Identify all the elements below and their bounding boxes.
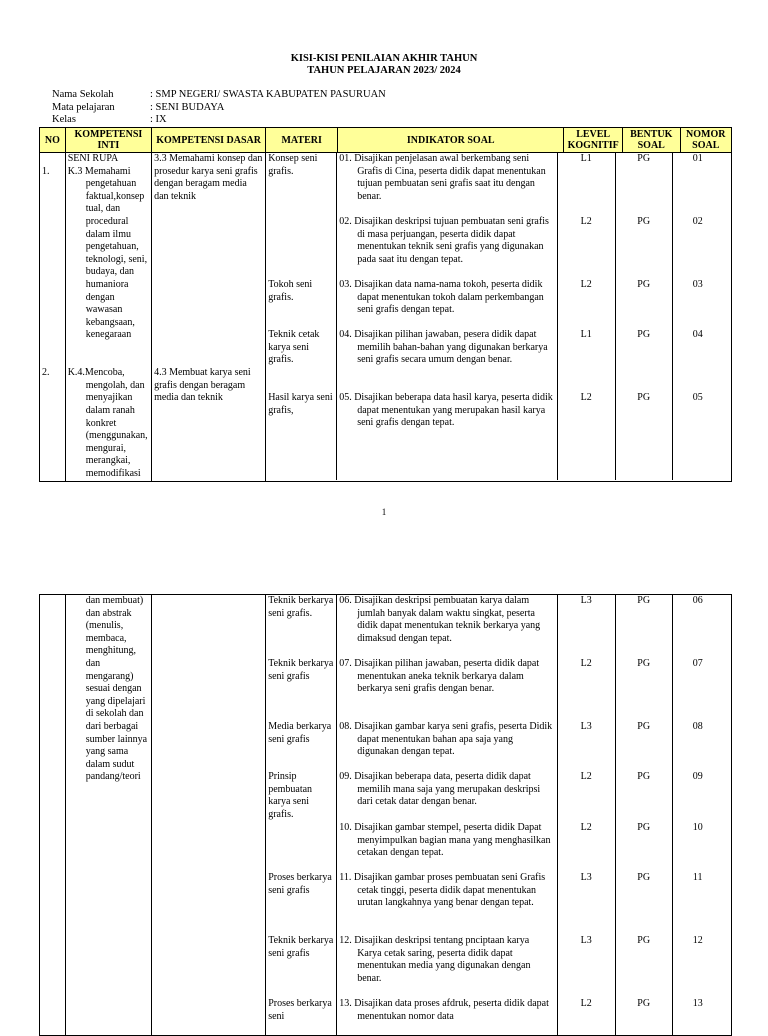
page-number: 1 bbox=[381, 507, 387, 517]
level-text: L1 bbox=[580, 153, 592, 164]
col-header-level: LEVEL KOGNITIF bbox=[564, 128, 623, 153]
number-text: 02 bbox=[692, 216, 703, 227]
class-label: Kelas bbox=[52, 114, 76, 125]
level-text: L3 bbox=[580, 935, 592, 946]
number-text: 01 bbox=[692, 153, 703, 164]
ki-text: mengolah, dan menyajikan dalam ranah konkret (menggunakan, mengurai, merangkai, memodifikasi bbox=[85, 379, 148, 479]
indicator-text: 05. Disajikan beberapa data hasil karya, peserta didik dapat menentukan yang merupakan hasil karya seni grafis dengan tepat. bbox=[339, 392, 553, 429]
form-text: PG bbox=[637, 872, 651, 883]
ki-heading: K.4.Mencoba, bbox=[67, 367, 125, 379]
form-text: PG bbox=[637, 658, 651, 669]
subject-label: Mata pelajaran bbox=[52, 102, 115, 113]
form-text: PG bbox=[637, 392, 651, 403]
materi-text: Prinsip pembuatan karya seni grafis. bbox=[268, 771, 313, 820]
document-subtitle: TAHUN PELAJARAN 2023/ 2024 bbox=[307, 65, 461, 76]
col-header-nomor: NOMOR SOAL bbox=[680, 128, 731, 153]
level-text: L2 bbox=[580, 771, 592, 782]
class-value: : IX bbox=[150, 114, 167, 125]
form-text: PG bbox=[637, 595, 651, 606]
no-cell bbox=[40, 595, 66, 1036]
indicator-text: 06. Disajikan deskripsi pembuatan karya dalam jumlah banyak dalam waktu singkat, peserta didik dapat menentukan teknik berkarya yang dimaksud dengan tepat. bbox=[339, 595, 541, 644]
form-text: PG bbox=[637, 329, 651, 340]
number-text: 05 bbox=[692, 392, 703, 403]
grid-table-page1 bbox=[39, 127, 732, 482]
form-text: PG bbox=[637, 822, 651, 833]
level-text: L1 bbox=[580, 329, 592, 340]
col-header-no: NO bbox=[40, 128, 66, 153]
indicator-text: 12. Disajikan deskripsi tentang pnciptaan karya Karya cetak saring, peserta didik dapat menentukan media yang digunakan dengan benar. bbox=[339, 935, 531, 984]
materi-text: Teknik berkarya seni grafis bbox=[268, 658, 334, 682]
kd-text: 4.3 Membuat karya seni grafis dengan beragam media dan teknik bbox=[154, 367, 251, 404]
level-text: L2 bbox=[580, 279, 592, 290]
materi-text: Konsep seni grafis. bbox=[268, 153, 318, 177]
materi-text: Proses berkarya seni grafis bbox=[268, 872, 332, 896]
ki-heading: K.3 Memahami bbox=[67, 165, 131, 177]
number-text: 13 bbox=[692, 998, 703, 1009]
indicator-text: 07. Disajikan pilihan jawaban, peserta didik dapat menentukan aneka teknik berkarya dalam berkarya seni grafis dengan benar. bbox=[339, 658, 540, 695]
school-label: Nama Sekolah bbox=[52, 89, 114, 100]
ki-cell bbox=[65, 153, 151, 482]
subject-area: SENI RUPA bbox=[67, 153, 119, 164]
number-text: 03 bbox=[692, 279, 703, 290]
number-text: 09 bbox=[692, 771, 703, 782]
indicator-text: 04. Disajikan pilihan jawaban, pesera didik dapat memilih bahan-bahan yang digunakan berkarya seni grafis secara umum dengan benar. bbox=[339, 329, 548, 366]
indicator-text: 13. Disajikan data proses afdruk, peserta didik dapat menentukan nomor data bbox=[339, 998, 549, 1022]
number-text: 07 bbox=[692, 658, 703, 669]
kd-cell bbox=[152, 153, 266, 482]
materi-text: Teknik cetak karya seni grafis. bbox=[268, 329, 320, 366]
number-text: 08 bbox=[692, 721, 703, 732]
form-text: PG bbox=[637, 771, 651, 782]
ki-text: pengetahuan faktual,konsep tual, dan procedural dalam ilmu pengetahuan, teknologi, seni, budaya, dan humaniora dengan wawasan kebangsaan, kenegaraan bbox=[85, 178, 148, 341]
subject-value: : SENI BUDAYA bbox=[150, 102, 225, 113]
indicator-text: 02. Disajikan deskripsi tujuan pembuatan seni grafis di masa perjuangan, peserta didik dapat menentukan teknik seni grafis yang digunakan pada saat itu dengan tepat. bbox=[339, 216, 549, 265]
ki-cell bbox=[65, 595, 151, 1036]
kd-cell bbox=[152, 595, 266, 1036]
document-title: KISI-KISI PENILAIAN AKHIR TAHUN bbox=[290, 53, 478, 64]
col-header-indikator: INDIKATOR SOAL bbox=[338, 128, 564, 153]
form-text: PG bbox=[637, 998, 651, 1009]
number-text: 12 bbox=[692, 935, 703, 946]
materi-text: Proses berkarya seni bbox=[268, 998, 332, 1022]
number-text: 11 bbox=[692, 872, 703, 883]
form-text: PG bbox=[637, 721, 651, 732]
form-text: PG bbox=[637, 279, 651, 290]
indicator-text: 08. Disajikan gambar karya seni grafis, peserta Didik dapat menentukan bahan apa saja yang digunakan dengan tepat. bbox=[339, 721, 553, 758]
form-text: PG bbox=[637, 935, 651, 946]
level-text: L2 bbox=[580, 392, 592, 403]
level-text: L3 bbox=[580, 595, 592, 606]
grid-table-page2 bbox=[39, 594, 732, 1036]
indicator-text: 09. Disajikan beberapa data, peserta didik dapat memilih mana saja yang merupakan deskripsi dari cetak datar dengan benar. bbox=[339, 771, 541, 808]
kd-text: 3.3 Memahami konsep dan prosedur karya seni grafis dengan beragam media dan teknik bbox=[154, 153, 263, 202]
form-text: PG bbox=[637, 216, 651, 227]
ki-text: dan membuat) dan abstrak (menulis, membaca, menghitung, dan mengarang) sesuai dengan yang dipelajari di sekolah dan dari berbagai sumber lainnya yang sama dalam sudut pandang/teori bbox=[85, 595, 148, 783]
row-number: 2. bbox=[42, 367, 50, 379]
number-text: 10 bbox=[692, 822, 703, 833]
materi-text: Teknik berkarya seni grafis. bbox=[268, 595, 334, 619]
materi-text: Teknik berkarya seni grafis bbox=[268, 935, 334, 959]
indicator-block bbox=[266, 595, 732, 1036]
level-text: L2 bbox=[580, 822, 592, 833]
indicator-text: 01. Disajikan penjelasan awal berkembang seni Grafis di Cina, peserta didik dapat menentukan tujuan pembuatan seni grafis saat itu dengan benar. bbox=[339, 153, 546, 202]
form-text: PG bbox=[637, 153, 651, 164]
school-value: : SMP NEGERI/ SWASTA KABUPATEN PASURUAN bbox=[150, 89, 386, 100]
level-text: L3 bbox=[580, 721, 592, 732]
level-text: L2 bbox=[580, 216, 592, 227]
number-text: 04 bbox=[692, 329, 703, 340]
level-text: L2 bbox=[580, 998, 592, 1009]
col-header-kd: KOMPETENSI DASAR bbox=[152, 128, 266, 153]
materi-text: Tokoh seni grafis. bbox=[268, 279, 313, 303]
materi-text: Media berkarya seni grafis bbox=[268, 721, 332, 745]
col-header-ki: KOMPETENSI INTI bbox=[65, 128, 151, 153]
indicator-text: 03. Disajikan data nama-nama tokoh, peserta didik dapat menentukan tokoh dalam perkembangan seni grafis dengan tepat. bbox=[339, 279, 544, 316]
materi-text: Hasil karya seni grafis, bbox=[268, 392, 333, 416]
no-cell bbox=[40, 153, 66, 482]
col-header-bentuk: BENTUK SOAL bbox=[622, 128, 680, 153]
level-text: L3 bbox=[580, 872, 592, 883]
row-number: 1. bbox=[42, 165, 50, 177]
level-text: L2 bbox=[580, 658, 592, 669]
indicator-block bbox=[266, 153, 732, 482]
indicator-text: 10. Disajikan gambar stempel, peserta didik Dapat menyimpulkan bagian mana yang menghasilkan cetakan dengan tepat. bbox=[339, 822, 551, 859]
number-text: 06 bbox=[692, 595, 703, 606]
indicator-text: 11. Disajikan gambar proses pembuatan seni Grafis cetak tinggi, peserta didik dapat menentukan urutan langkahnya yang benar dengan tepat. bbox=[339, 872, 546, 909]
col-header-materi: MATERI bbox=[266, 128, 338, 153]
